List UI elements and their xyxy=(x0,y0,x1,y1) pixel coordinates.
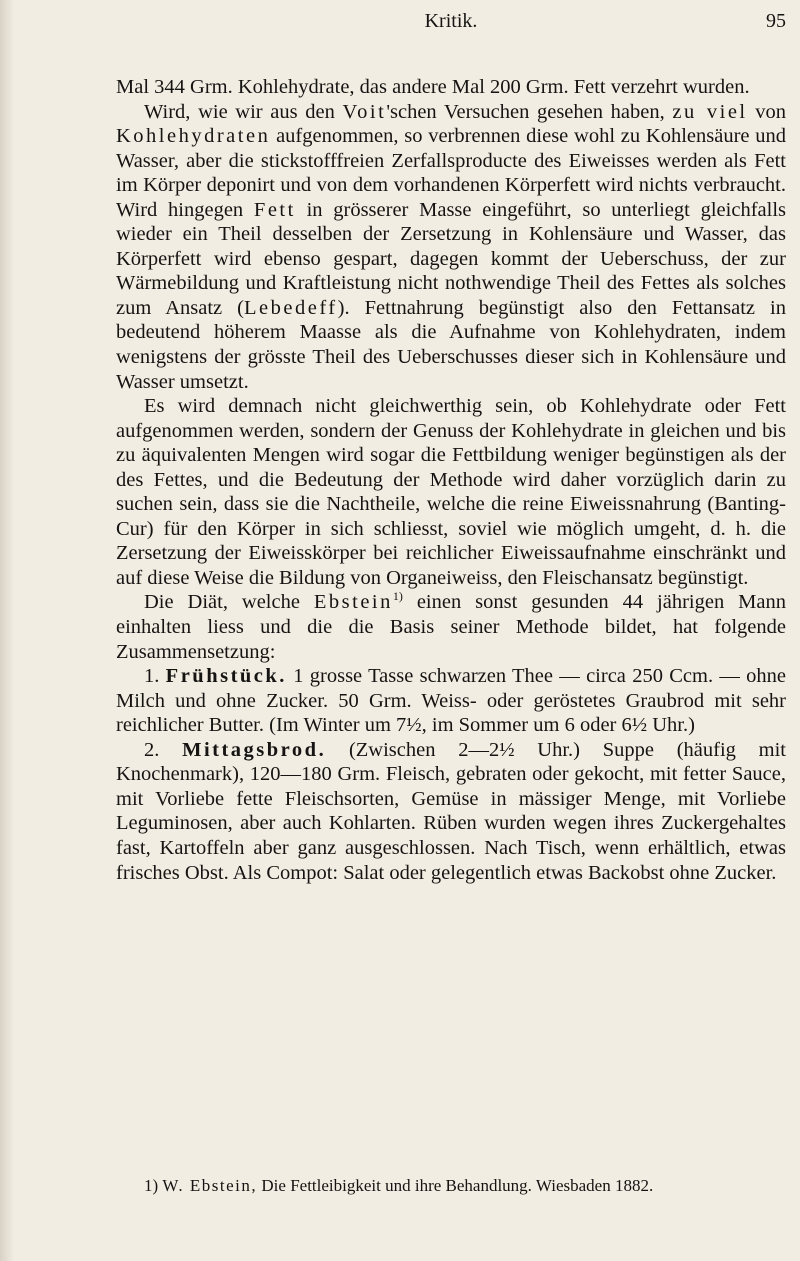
paragraph-continuation: Mal 344 Grm. Kohlehydrate, das andere Mal 200 Grm. Fett verzehrt wurden. xyxy=(116,76,750,98)
emphasis-kohlehydraten: Kohlehydraten xyxy=(116,125,271,148)
meal-fruehstueck xyxy=(116,664,786,738)
meal-number: 2. xyxy=(144,738,183,761)
text-run: Wird, wie wir aus den xyxy=(144,100,343,123)
emphasis-zu-viel: zu viel xyxy=(672,100,748,123)
text-run: einen sonst gesunden 44 jährigen Mann einhalten liess und die die Basis seiner Methode bildet, hat folgende Zusammensetzung: xyxy=(116,591,786,663)
binding-shadow xyxy=(0,0,14,1261)
text-run: Die Diät, welche xyxy=(144,591,314,614)
footnote xyxy=(144,1175,784,1197)
text-run: ). Fettnahrung begünstigt also den Fettansatz in bedeutend höherem Maasse als die Aufnahme von Kohlehydraten, indem wenigstens der grösste Theil des Ueberschusses dieser sich in Kohlensäure und Wasser umsetzt. xyxy=(116,296,787,393)
meal-label: Frühstück. xyxy=(165,665,287,688)
page-header xyxy=(116,8,786,38)
footnote-author: W. Ebstein, xyxy=(162,1176,258,1195)
footnote-text: Die Fettleibigkeit und ihre Behandlung. Wiesbaden 1882. xyxy=(257,1176,654,1195)
meal-mittagsbrod xyxy=(116,738,786,885)
footnote-reference: 1) xyxy=(392,589,403,604)
running-title: Kritik. xyxy=(424,10,478,32)
meal-label: Mittagsbrod. xyxy=(182,738,327,761)
text-run: von xyxy=(747,100,787,123)
text-run: aufgenommen, so verbrennen diese wohl zu Kohlensäure und Wasser, aber die stickstofffreien Zerfallsproducte des Eiweisses werden als Fett im Körper deponirt und von dem vorhandenen Körperfett wird nichts verbraucht. Wird hingegen xyxy=(116,125,786,221)
meal-text: 1 grosse Tasse schwarzen Thee — circa 250 Ccm. — ohne Milch und ohne Zucker. 50 Grm. Weiss- oder geröstetes Graubrod mit sehr reichlicher Butter. (Im Winter um 7½, im Sommer um 6 oder 6½ Uhr.) xyxy=(116,665,787,737)
author-name-lebedeff: Lebedeff xyxy=(244,296,338,319)
text-run: in grösserer Masse eingeführt, so unterliegt gleichfalls wieder ein Theil desselben der Zersetzung in Kohlensäure und Wasser, das Körperfett wird ebenso gespart, dagegen kommt der Ueberschuss, der zur Wärmebildung und Kraftleistung nicht nothwendige Theil des Fettes als solches zum Ansatz ( xyxy=(116,198,786,319)
author-name-voit: Voit xyxy=(342,100,387,123)
paragraph-voit xyxy=(116,100,786,395)
meal-text: (Zwischen 2—2½ Uhr.) Suppe (häufig mit Knochenmark), 120—180 Grm. Fleisch, gebraten oder gekocht, mit fetter Sauce, mit Vorliebe fette Fleischsorten, Gemüse in mässiger Menge, mit Vorliebe Leguminosen, aber auch Kohlarten. Rüben wurden wegen ihres Zuckergehaltes fast, Kartoffeln aber ganz ausgeschlossen. Nach Tisch, wenn erhältlich, etwas frisches Obst. Als Compot: Salat oder gelegentlich etwas Backobst ohne Zucker. xyxy=(116,738,786,884)
author-name-ebstein: Ebstein xyxy=(313,591,393,614)
paragraph-gleichwerthig: Es wird demnach nicht gleichwerthig sein, ob Kohlehydrate oder Fett aufgenommen werden, sondern der Genuss der Kohlehydrate in gleichen und bis zu äquivalenten Mengen wird sogar die Fettbildung weniger begünstigen als der des Fettes, und die Bedeutung der Methode wird daher vorzüglich darin zu suchen sein, dass sie die Nachtheile, welche die reine Eiweissnahrung (Banting-Cur) für den Körper in sich schliesst, soviel wie möglich umgeht, d. h. die Zersetzung der Eiweisskörper bei reichlicher Eiweissaufnahme einschränkt und auf diese Weise die Bildung von Organeiweiss, den Fleischansatz begünstigt. xyxy=(116,395,786,589)
page-number: 95 xyxy=(766,10,786,32)
paragraph-diaet xyxy=(116,590,786,664)
footnote-mark: 1) xyxy=(144,1176,163,1195)
body-text xyxy=(116,75,786,885)
meal-number: 1. xyxy=(144,665,166,688)
emphasis-fett: Fett xyxy=(253,198,296,221)
text-run: 'schen Versuchen gesehen haben, xyxy=(386,100,673,123)
